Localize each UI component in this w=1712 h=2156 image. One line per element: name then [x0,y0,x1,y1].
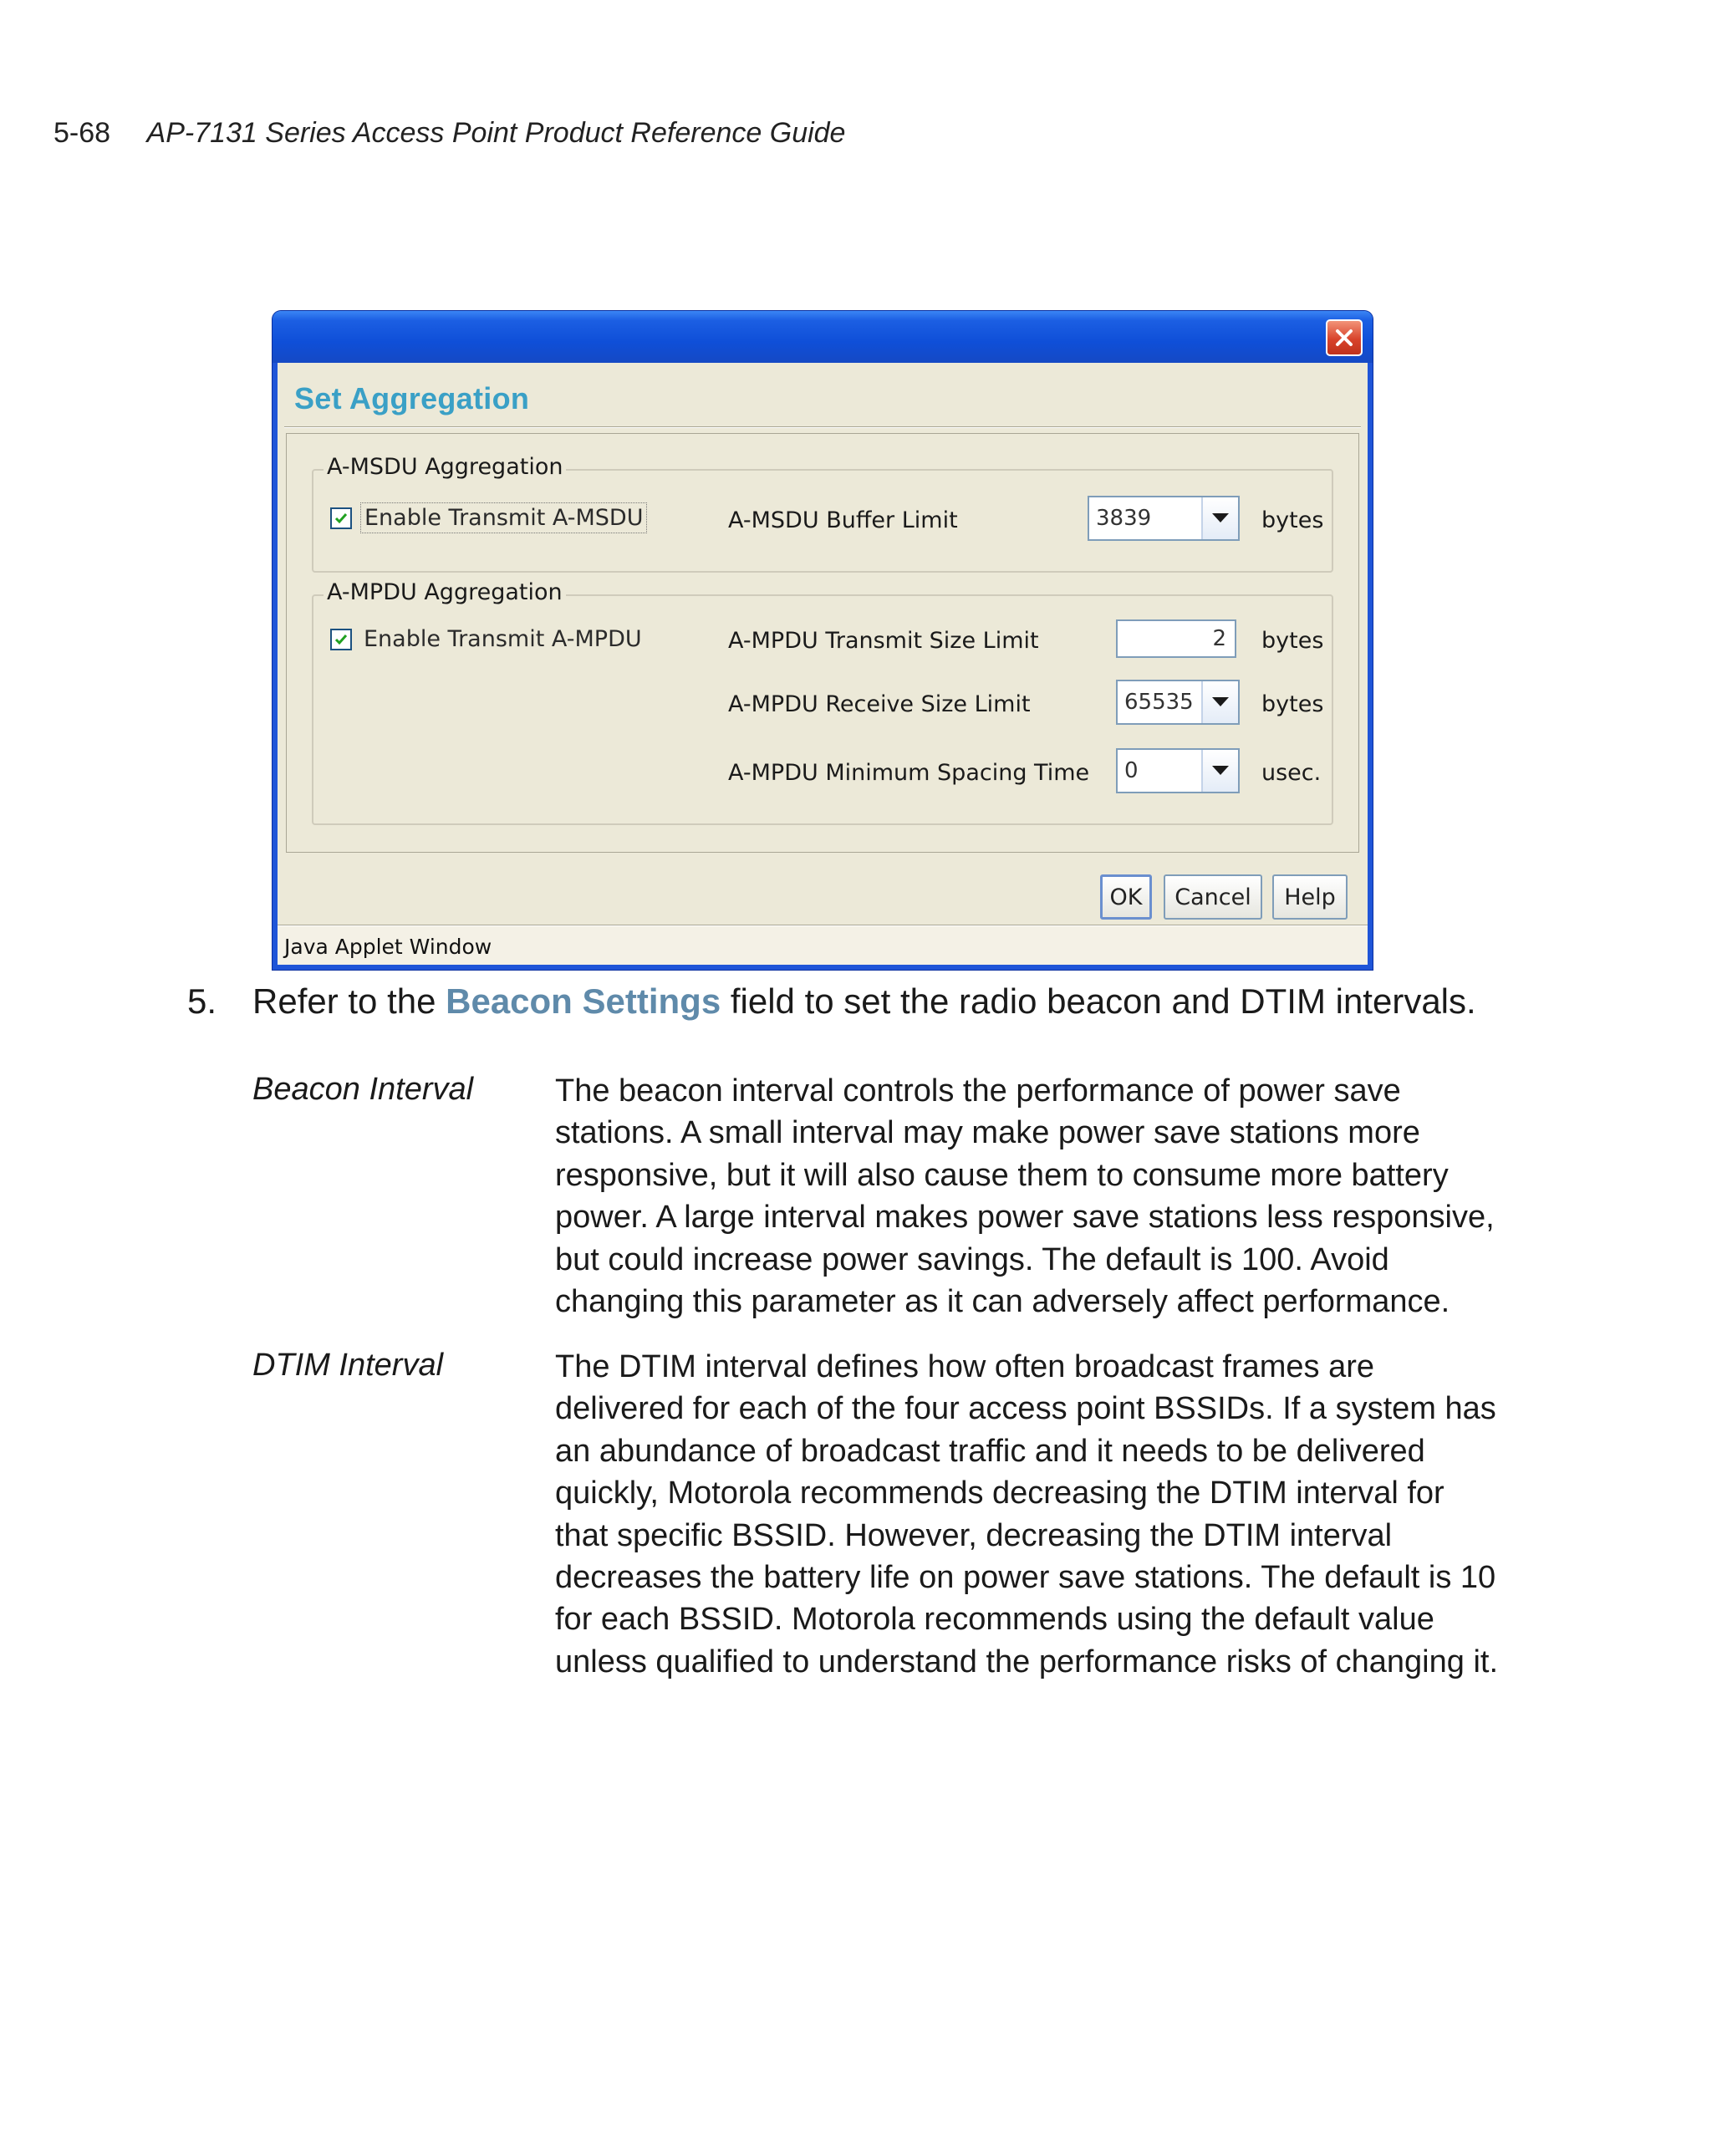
status-bar [278,926,1368,965]
chevron-down-icon [1212,513,1229,523]
checkmark-icon [334,511,349,526]
definition-beacon-interval [555,1070,1495,1323]
mpdu-receive-size-unit: bytes [1261,691,1324,717]
ok-button[interactable]: OK [1100,874,1152,920]
msdu-buffer-limit-select[interactable] [1088,496,1240,541]
definition-line: power. A large interval makes power save stations less responsive, [555,1200,1495,1236]
guide-title: AP-7131 Series Access Point Product Reference Guide [146,117,846,149]
mpdu-aggregation-group [312,579,1333,825]
definition-line: unless qualified to understand the performance risks of changing it. [555,1644,1498,1679]
enable-transmit-msdu-label: Enable Transmit A-MSDU [360,502,647,533]
definition-line: The beacon interval controls the performance of power save [555,1073,1401,1109]
msdu-checkbox-box[interactable] [330,507,352,529]
definition-line: an abundance of broadcast traffic and it needs to be delivered [555,1433,1425,1469]
step-number: 5. [187,981,217,1021]
mpdu-transmit-size-input[interactable] [1118,621,1235,656]
term-beacon-interval: Beacon Interval [252,1072,474,1107]
step-text-after: field to set the radio beacon and DTIM intervals. [721,981,1476,1021]
definition-line: The DTIM interval defines how often broadcast frames are [555,1349,1375,1384]
step-5 [187,981,1476,1022]
mpdu-spacing-dropdown-button[interactable] [1201,750,1238,792]
status-bar-text: Java Applet Window [284,935,492,959]
term-dtim-interval: DTIM Interval [252,1348,444,1383]
mpdu-min-spacing-label: A-MPDU Minimum Spacing Time [728,760,1090,786]
msdu-aggregation-group [312,454,1333,573]
aggregation-panel [286,433,1359,853]
mpdu-min-spacing-value: 0 [1124,758,1139,783]
set-aggregation-dialog [273,311,1373,970]
enable-transmit-mpdu-label: Enable Transmit A-MPDU [364,626,642,652]
checkmark-icon [334,632,349,647]
msdu-buffer-limit-value: 3839 [1096,506,1152,531]
chevron-down-icon [1212,766,1229,776]
step-text-before: Refer to the [252,981,446,1021]
dialog-title: Set Aggregation [294,381,530,415]
cancel-button[interactable]: Cancel [1164,874,1262,920]
definition-line: for each BSSID. Motorola recommends using the default value [555,1602,1434,1638]
msdu-buffer-dropdown-button[interactable] [1201,497,1238,539]
mpdu-transmit-size-unit: bytes [1261,628,1324,654]
dialog-titlebar [273,311,1373,363]
help-button[interactable]: Help [1272,874,1348,920]
mpdu-receive-size-value: 65535 [1124,690,1194,715]
dialog-client-area [278,363,1368,965]
definition-line: responsive, but it will also cause them to consume more battery [555,1157,1449,1193]
mpdu-receive-dropdown-button[interactable] [1201,681,1238,723]
page-number: 5-68 [54,117,111,149]
running-header [54,117,845,150]
enable-transmit-msdu-checkbox[interactable] [330,502,647,533]
title-separator [284,426,1361,428]
msdu-group-label: A-MSDU Aggregation [324,454,566,480]
definition-line: delivered for each of the four access point BSSIDs. If a system has [555,1391,1496,1427]
mpdu-receive-size-select[interactable] [1116,680,1240,725]
definition-line: stations. A small interval may make power save stations more [555,1115,1420,1151]
msdu-buffer-unit: bytes [1261,507,1324,533]
close-icon [1334,328,1354,348]
beacon-settings-keyword: Beacon Settings [446,981,721,1021]
definition-line: quickly, Motorola recommends decreasing the DTIM interval for [555,1476,1444,1511]
definition-line: that specific BSSID. However, decreasing the DTIM interval [555,1517,1393,1553]
mpdu-receive-size-label: A-MPDU Receive Size Limit [728,691,1031,717]
close-button[interactable] [1326,319,1363,356]
definition-line: changing this parameter as it can adversely affect performance. [555,1284,1450,1320]
definition-line: but could increase power savings. The default is 100. Avoid [555,1241,1389,1277]
definition-dtim-interval [555,1346,1498,1683]
mpdu-group-label: A-MPDU Aggregation [324,579,566,605]
msdu-buffer-limit-label: A-MSDU Buffer Limit [728,507,958,533]
mpdu-transmit-size-field[interactable] [1116,619,1236,658]
enable-transmit-mpdu-checkbox[interactable] [330,624,645,654]
mpdu-min-spacing-unit: usec. [1261,760,1322,786]
mpdu-checkbox-box[interactable] [330,629,352,650]
mpdu-min-spacing-select[interactable] [1116,748,1240,793]
chevron-down-icon [1212,697,1229,707]
mpdu-transmit-size-label: A-MPDU Transmit Size Limit [728,628,1039,654]
definition-line: decreases the battery life on power save stations. The default is 10 [555,1560,1496,1596]
